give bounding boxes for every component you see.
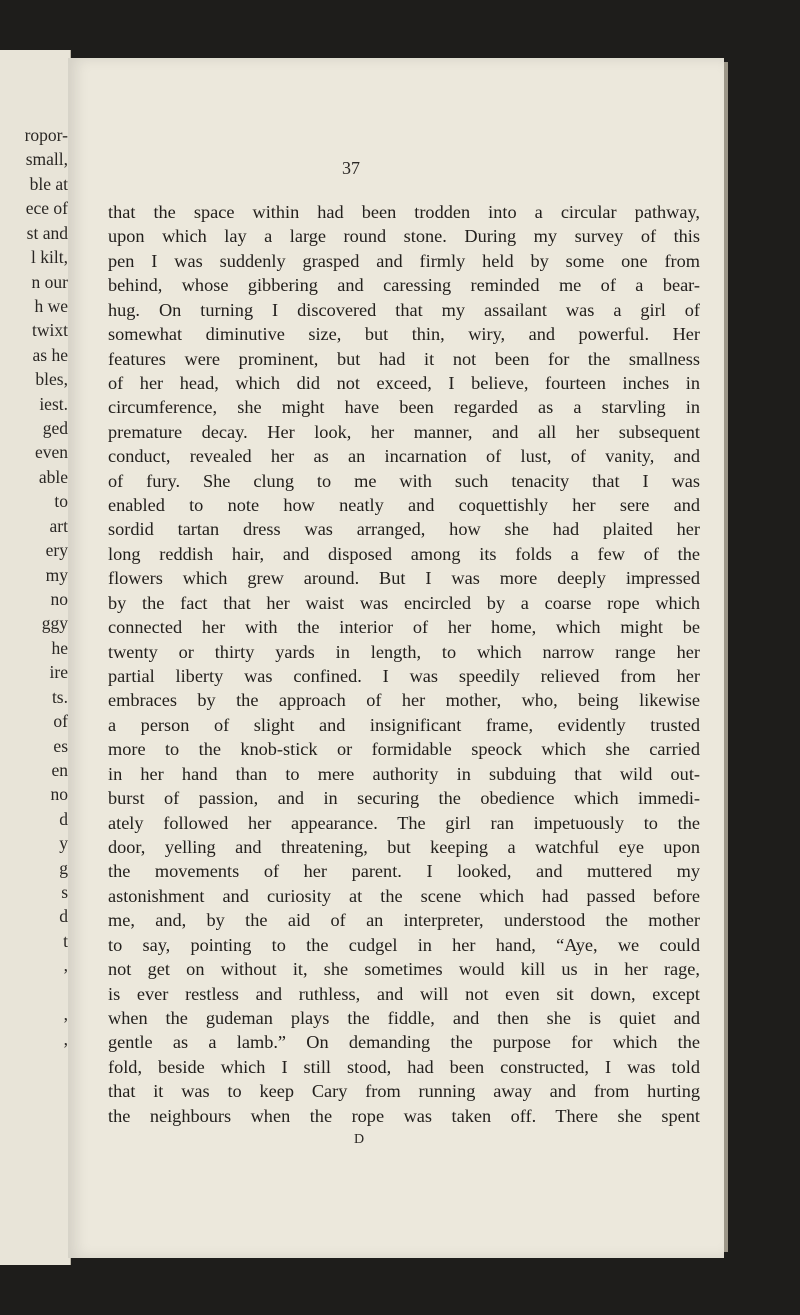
text-line: enabled to note how neatly and coquettishly her sere and xyxy=(108,495,700,516)
facing-page-fragment: , xyxy=(63,1004,68,1025)
text-line: that the space within had been trodden into a circular pathway, xyxy=(108,202,700,222)
facing-page-fragment: ts. xyxy=(51,686,68,707)
text-line: hug. On turning I discovered that my assailant was a girl of xyxy=(108,299,700,320)
facing-page-fragment: of xyxy=(53,711,68,732)
facing-page-fragment: st and xyxy=(26,222,68,243)
signature-mark: D xyxy=(354,1132,365,1147)
facing-page-fragment: ire xyxy=(49,662,68,683)
facing-page-fragment: as he xyxy=(32,344,68,365)
facing-page-fragment: ropor- xyxy=(24,125,68,145)
text-line: sordid tartan dress was arranged, how she had plaited her xyxy=(108,519,700,540)
facing-page-fragment: twixt xyxy=(32,320,68,341)
text-line: burst of passion, and in securing the obedience which immedi- xyxy=(108,788,700,809)
text-line: flowers which grew around. But I was more deeply impressed xyxy=(108,568,700,589)
facing-page-fragment: ble at xyxy=(29,173,68,194)
facing-page-fragment: iest. xyxy=(39,393,68,414)
text-line: embraces by the approach of her mother, who, being likewise xyxy=(108,690,700,711)
facing-page-fragment: , xyxy=(63,955,68,976)
text-line: conduct, revealed her as an incarnation of lust, of vanity, and xyxy=(108,446,700,467)
text-line: me, and, by the aid of an interpreter, understood the mother xyxy=(108,910,700,931)
text-line: ately followed her appearance. The girl ran impetuously to the xyxy=(108,812,700,833)
text-line: not get on without it, she sometimes would kill us in her rage, xyxy=(108,959,700,980)
facing-page-fragment: s xyxy=(61,882,68,903)
facing-page-fragment: able xyxy=(38,466,68,487)
text-line: partial liberty was confined. I was speedily relieved from her xyxy=(108,666,700,687)
facing-page-fragment: es xyxy=(53,735,68,756)
text-line: that it was to keep Cary from running away and from hurting xyxy=(108,1081,700,1102)
text-line: in her hand than to mere authority in subduing that wild out- xyxy=(108,763,700,784)
text-line: features were prominent, but had it not been for the smallness xyxy=(108,348,700,369)
text-line: the movements of her parent. I looked, and muttered my xyxy=(108,861,700,882)
facing-page-fragment: t xyxy=(63,930,68,951)
facing-page-fragment: , xyxy=(63,1028,68,1049)
facing-page-fragment: even xyxy=(34,442,68,463)
text-line: to say, pointing to the cudgel in her hand, “Aye, we could xyxy=(108,934,700,955)
facing-page-fragment: ery xyxy=(45,540,68,561)
facing-page-fragment: d xyxy=(59,906,68,927)
text-line: upon which lay a large round stone. During my survey of this xyxy=(108,226,700,247)
text-line: of her head, which did not exceed, I believe, fourteen inches in xyxy=(108,372,700,393)
facing-page xyxy=(0,50,71,1265)
facing-page-fragment: h we xyxy=(34,295,68,316)
facing-page-fragment: he xyxy=(51,637,68,658)
text-line: the neighbours when the rope was taken off. There she spent xyxy=(108,1105,700,1126)
facing-page-fragment: l kilt, xyxy=(31,247,68,268)
text-line: fold, beside which I still stood, had been constructed, I was told xyxy=(108,1056,700,1077)
text-line: premature decay. Her look, her manner, and all her subsequent xyxy=(108,421,700,442)
text-line: a person of slight and insignificant frame, evidently trusted xyxy=(108,714,700,735)
text-line: behind, whose gibbering and caressing reminded me of a bear- xyxy=(108,275,700,296)
facing-page-fragment: small, xyxy=(25,149,68,170)
text-line: is ever restless and ruthless, and will not even sit down, except xyxy=(108,983,700,1004)
text-line: pen I was suddenly grasped and firmly held by some one from xyxy=(108,250,700,271)
facing-page-fragment: ece of xyxy=(25,198,68,219)
facing-page-fragment: y xyxy=(59,833,68,854)
facing-page-fragment: ggy xyxy=(41,613,68,634)
facing-page-fragment: my xyxy=(45,564,68,585)
text-line: more to the knob-stick or formidable speock which she carried xyxy=(108,739,700,760)
text-line: when the gudeman plays the fiddle, and then she is quiet and xyxy=(108,1007,700,1028)
page-number: 37 xyxy=(342,158,360,178)
text-line: twenty or thirty yards in length, to which narrow range her xyxy=(108,641,700,662)
facing-page-fragment: d xyxy=(59,808,68,829)
facing-page-fragment: to xyxy=(54,491,68,512)
facing-page-fragment: ged xyxy=(42,418,68,439)
text-line: circumference, she might have been regarded as a starvling in xyxy=(108,397,700,418)
facing-page-fragment: no xyxy=(50,588,68,609)
text-line: astonishment and curiosity at the scene which had passed before xyxy=(108,885,700,906)
text-line: gentle as a lamb.” On demanding the purpose for which the xyxy=(108,1032,700,1053)
text-line: long reddish hair, and disposed among its folds a few of the xyxy=(108,543,700,564)
facing-page-fragment: bles, xyxy=(35,369,68,390)
facing-page-fragment: no xyxy=(50,784,68,805)
facing-page-fragment: g xyxy=(59,857,68,878)
text-line: of fury. She clung to me with such tenacity that I was xyxy=(108,470,700,491)
body-text xyxy=(108,200,700,1128)
text-line: somewhat diminutive size, but thin, wiry, and powerful. Her xyxy=(108,324,700,345)
text-line: by the fact that her waist was encircled by a coarse rope which xyxy=(108,592,700,613)
text-line: connected her with the interior of her home, which might be xyxy=(108,617,700,638)
text-line: door, yelling and threatening, but keeping a watchful eye upon xyxy=(108,836,700,857)
page-edge xyxy=(724,62,728,1252)
facing-page-fragment: en xyxy=(51,759,68,780)
facing-page-fragment: n our xyxy=(31,271,68,292)
facing-page-fragment: art xyxy=(49,515,68,536)
